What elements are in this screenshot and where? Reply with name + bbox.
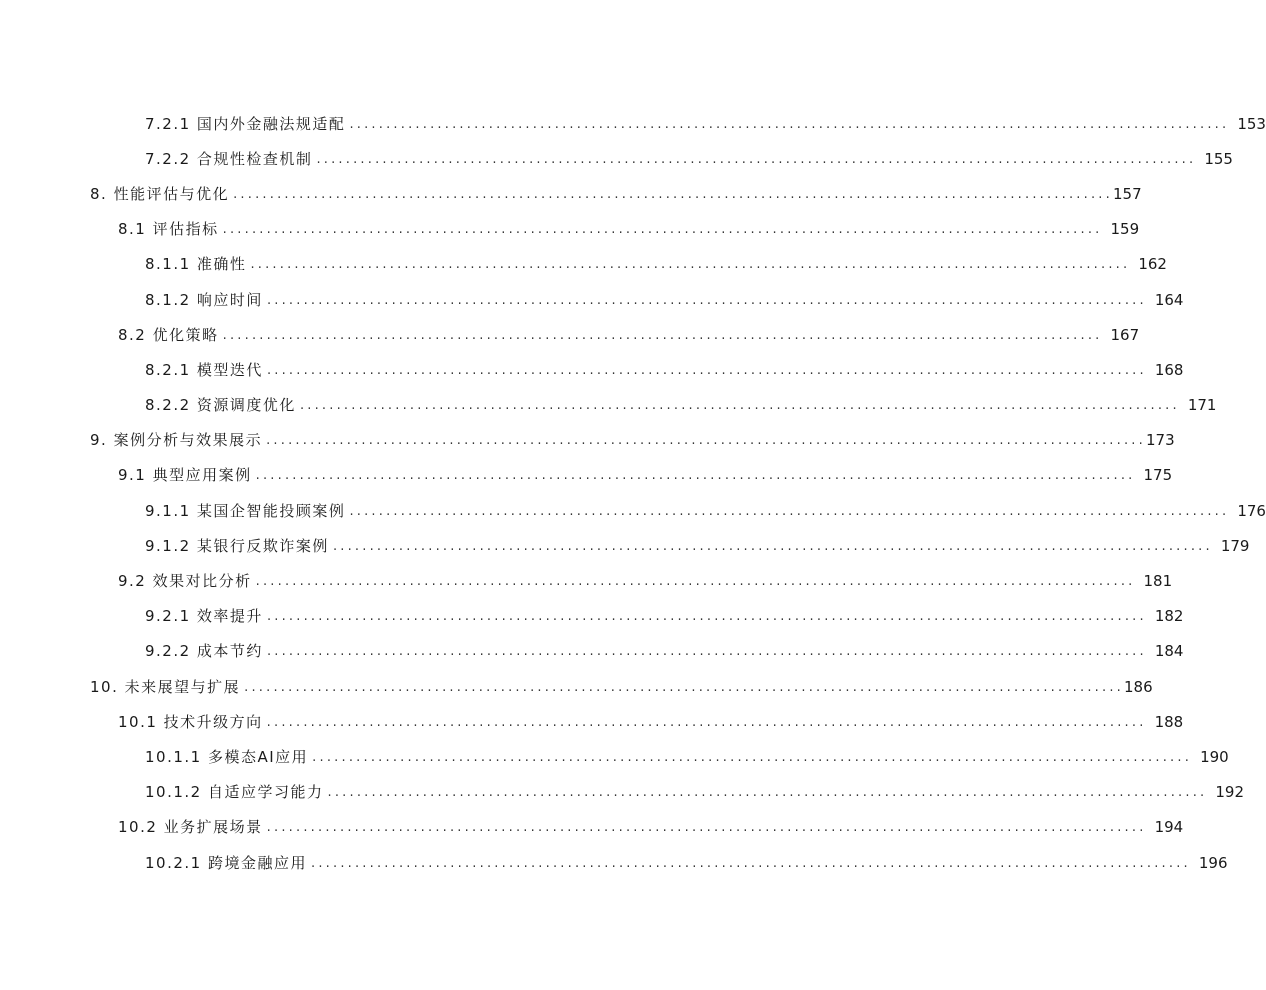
toc-dot-leader: ........................................................................................................................ <box>266 820 1147 836</box>
toc-entry-page: 167 <box>1110 325 1140 344</box>
toc-dot-leader: ........................................................................................................................ <box>349 503 1230 519</box>
toc-entry[interactable] <box>0 317 1140 352</box>
toc-entry-label: 8. 性能评估与优化 <box>90 184 230 203</box>
toc-dot-leader: ........................................................................................................................ <box>316 151 1197 167</box>
toc-entry-page: 164 <box>1154 290 1184 309</box>
toc-entry-label: 10.1.1 多模态AI应用 <box>145 747 309 766</box>
toc-entry-page: 175 <box>1143 466 1173 485</box>
toc-entry-page: 196 <box>1198 853 1228 872</box>
toc-entry-label: 8.1.2 响应时间 <box>145 290 263 309</box>
toc-dot-leader: ........................................................................................................................ <box>266 644 1147 660</box>
toc-dot-leader: ........................................................................................................................ <box>255 468 1136 484</box>
toc-entry-page: 182 <box>1154 607 1184 626</box>
toc-entry[interactable] <box>0 845 1228 880</box>
toc-entry[interactable] <box>0 704 1184 739</box>
toc-entry[interactable] <box>0 423 1175 458</box>
toc-dot-leader: ........................................................................................................................ <box>332 538 1213 554</box>
toc-entry[interactable] <box>0 493 1266 528</box>
toc-entry-label: 9.1 典型应用案例 <box>118 466 252 485</box>
toc-entry-label: 8.1 评估指标 <box>118 220 219 239</box>
toc-entry-page: 184 <box>1154 642 1184 661</box>
toc-entry[interactable] <box>0 176 1142 211</box>
toc-entry-page: 153 <box>1237 114 1266 133</box>
toc-dot-leader: ........................................................................................................................ <box>310 855 1191 871</box>
toc-entry-label: 7.2.1 国内外金融法规适配 <box>145 114 346 133</box>
toc-entry[interactable] <box>0 599 1184 634</box>
toc-entry-page: 162 <box>1138 255 1167 274</box>
toc-dot-leader: ........................................................................................................................ <box>266 362 1147 378</box>
toc-entry-page: 188 <box>1154 712 1184 731</box>
toc-entry[interactable] <box>0 810 1184 845</box>
toc-entry[interactable] <box>0 141 1233 176</box>
toc-dot-leader: ........................................................................................................................ <box>233 186 1113 202</box>
toc-entry-page: 179 <box>1220 536 1250 555</box>
toc-entry-page: 157 <box>1112 184 1142 203</box>
toc-entry[interactable] <box>0 458 1173 493</box>
toc-entry[interactable] <box>0 247 1167 282</box>
toc-entry-label: 8.1.1 准确性 <box>145 255 247 274</box>
toc-dot-leader: ........................................................................................................................ <box>222 222 1103 238</box>
toc-entry-label: 9.2.1 效率提升 <box>145 607 263 626</box>
toc-dot-leader: ........................................................................................................................ <box>349 116 1230 132</box>
toc-dot-leader: ........................................................................................................................ <box>299 398 1180 414</box>
toc-entry-label: 10. 未来展望与扩展 <box>90 677 241 696</box>
toc-entry[interactable] <box>0 563 1173 598</box>
toc-entry-label: 8.2 优化策略 <box>118 325 219 344</box>
toc-entry[interactable] <box>0 352 1184 387</box>
toc-dot-leader: ........................................................................................................................ <box>266 433 1146 449</box>
toc-dot-leader: ........................................................................................................................ <box>266 714 1147 730</box>
toc-entry-page: 168 <box>1154 360 1184 379</box>
toc-entry-label: 10.2 业务扩展场景 <box>118 818 263 837</box>
toc-entry-page: 181 <box>1143 572 1173 591</box>
toc-entry-label: 9.1.1 某国企智能投顾案例 <box>145 501 346 520</box>
toc-entry-label: 9. 案例分析与效果展示 <box>90 431 263 450</box>
toc-entry-page: 159 <box>1110 220 1140 239</box>
toc-entry[interactable] <box>0 775 1245 810</box>
toc-dot-leader: ........................................................................................................................ <box>255 574 1136 590</box>
toc-entry-label: 9.2.2 成本节约 <box>145 642 263 661</box>
toc-entry-page: 176 <box>1237 501 1266 520</box>
toc-dot-leader: ........................................................................................................................ <box>222 327 1103 343</box>
toc-entry-label: 10.2.1 跨境金融应用 <box>145 853 307 872</box>
toc-entry[interactable] <box>0 528 1250 563</box>
toc-entry[interactable] <box>0 106 1266 141</box>
toc-entry-label: 10.1 技术升级方向 <box>118 712 263 731</box>
toc-entry-page: 171 <box>1187 396 1217 415</box>
toc-entry-page: 190 <box>1200 747 1229 766</box>
toc-entry-page: 186 <box>1124 677 1153 696</box>
toc-entry-page: 194 <box>1154 818 1184 837</box>
toc-entry[interactable] <box>0 388 1217 423</box>
toc-entry[interactable] <box>0 739 1229 774</box>
toc-entry[interactable] <box>0 634 1184 669</box>
toc-entry[interactable] <box>0 669 1153 704</box>
toc-dot-leader: ........................................................................................................................ <box>327 785 1208 801</box>
toc-dot-leader: ........................................................................................................................ <box>312 749 1193 765</box>
toc-dot-leader: ........................................................................................................................ <box>244 679 1125 695</box>
toc-entry-label: 8.2.1 模型迭代 <box>145 360 263 379</box>
toc-dot-leader: ........................................................................................................................ <box>250 257 1131 273</box>
table-of-contents <box>0 106 1266 880</box>
toc-entry[interactable] <box>0 282 1184 317</box>
toc-dot-leader: ........................................................................................................................ <box>266 609 1147 625</box>
toc-dot-leader: ........................................................................................................................ <box>266 292 1147 308</box>
toc-entry[interactable] <box>0 212 1140 247</box>
toc-entry-page: 155 <box>1204 149 1233 168</box>
toc-entry-label: 10.1.2 自适应学习能力 <box>145 783 324 802</box>
toc-entry-label: 9.1.2 某银行反欺诈案例 <box>145 536 329 555</box>
toc-entry-label: 9.2 效果对比分析 <box>118 572 252 591</box>
toc-entry-label: 7.2.2 合规性检查机制 <box>145 149 313 168</box>
toc-entry-label: 8.2.2 资源调度优化 <box>145 396 296 415</box>
toc-entry-page: 173 <box>1145 431 1175 450</box>
toc-entry-page: 192 <box>1215 783 1245 802</box>
